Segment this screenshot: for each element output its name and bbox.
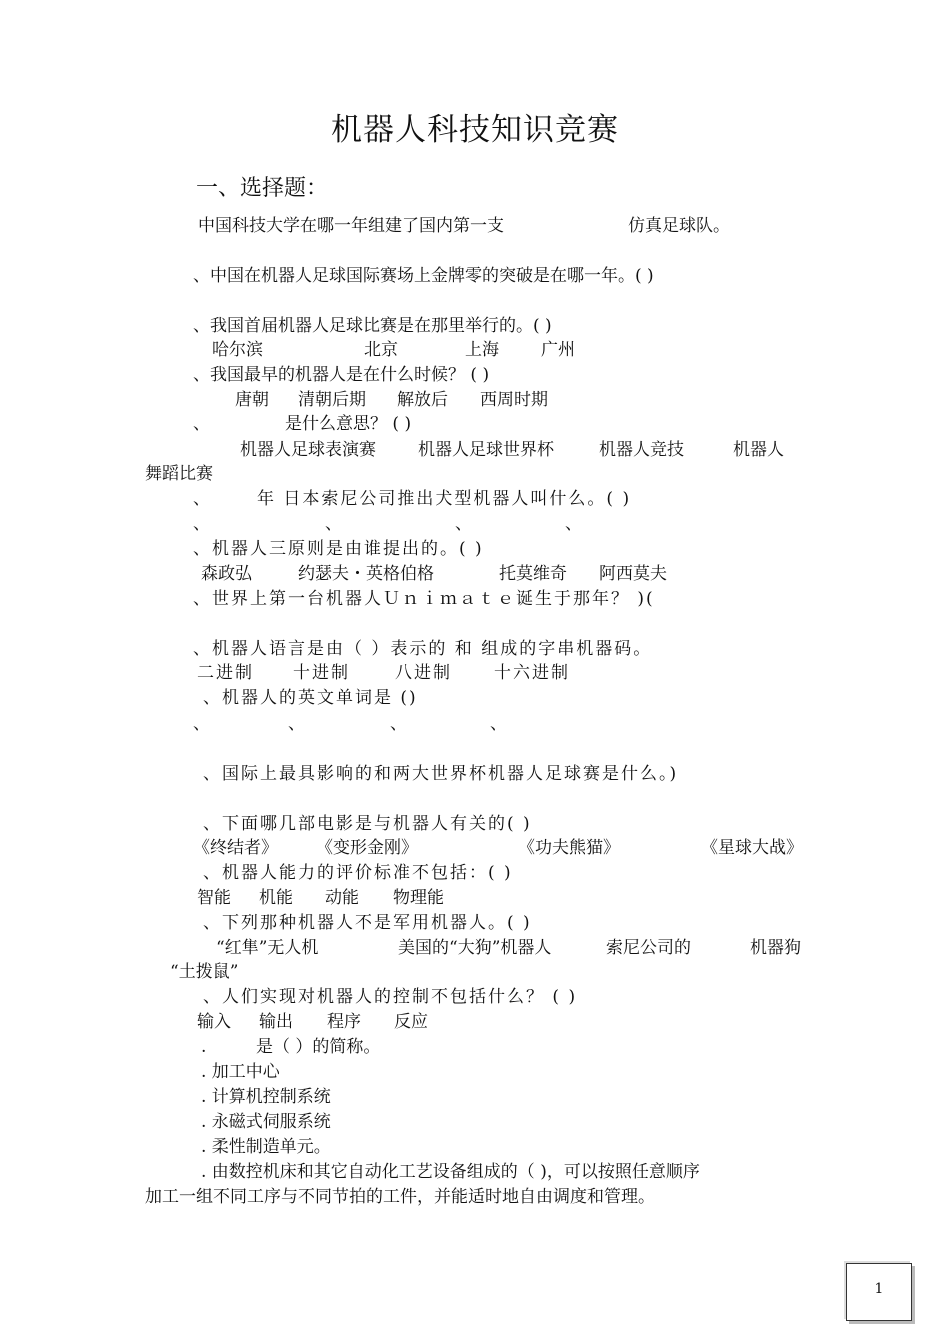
text-line: 年 日本索尼公司推出犬型机器人叫什么。( ) <box>257 489 632 509</box>
text-line: 、下列那种机器人不是军用机器人。( ) <box>203 913 532 933</box>
text-line: . 由数控机床和其它自动化工艺设备组成的（ )，可以按照任意顺序 <box>201 1162 700 1182</box>
text-line: 托莫维奇 <box>499 564 567 584</box>
text-line: 十进制 <box>293 663 350 683</box>
text-line: 、机器人的英文单词是 () <box>203 688 418 708</box>
document-title: 机器人科技知识竞赛 <box>331 112 619 148</box>
text-line: 中国科技大学在哪一年组建了国内第一支 <box>198 216 504 236</box>
text-line: 反应 <box>394 1012 428 1032</box>
text-line: . 永磁式伺服系统 <box>201 1112 331 1132</box>
page-number-box <box>846 1263 912 1321</box>
text-line: 、中国在机器人足球国际赛场上金牌零的突破是在哪一年。( ) <box>193 266 654 286</box>
text-line: 、我国首届机器人足球比赛是在那里举行的。( ) <box>193 316 552 336</box>
text-line: 清朝后期 <box>298 390 366 410</box>
text-line: 、 <box>490 714 507 734</box>
text-line: 、我国最早的机器人是在什么时候？ ( ) <box>193 365 490 385</box>
text-line: 程序 <box>327 1012 361 1032</box>
text-line: 仿真足球队。 <box>628 216 730 236</box>
text-line: 、机器人三原则是由谁提出的。( ) <box>193 539 484 559</box>
text-line: 、 <box>193 489 210 509</box>
text-line: 广州 <box>541 340 575 360</box>
text-line: 、 <box>288 714 305 734</box>
text-line: 、 <box>565 514 582 534</box>
text-line: 智能 <box>197 888 231 908</box>
text-line: 哈尔滨 <box>212 340 263 360</box>
text-line: 加工一组不同工序与不同节拍的工件，并能适时地自由调度和管理。 <box>145 1187 655 1207</box>
text-line: 动能 <box>325 888 359 908</box>
text-line: 机器人足球表演赛 <box>240 440 376 460</box>
text-line: 美国的“大狗”机器人 <box>398 938 552 958</box>
text-line: 物理能 <box>393 888 444 908</box>
text-line: 、人们实现对机器人的控制不包括什么？ ( ) <box>203 987 578 1007</box>
text-line: 舞蹈比赛 <box>145 464 213 484</box>
text-line: 八进制 <box>395 663 452 683</box>
text-line: . <box>201 1037 207 1057</box>
text-line: 机器狗 <box>750 938 801 958</box>
text-line: 索尼公司的 <box>606 938 691 958</box>
text-line: . 计算机控制系统 <box>201 1087 331 1107</box>
text-line: 、 <box>193 414 210 434</box>
text-line: 输出 <box>259 1012 293 1032</box>
text-line: 、机器人语言是由（ ）表示的 和 组成的字串机器码。 <box>193 639 653 659</box>
text-line: 、 <box>390 714 407 734</box>
text-line: 机器人足球世界杯 <box>418 440 554 460</box>
text-line: 、机器人能力的评价标准不包括：( ) <box>203 863 513 883</box>
text-line: 森政弘 <box>201 564 252 584</box>
text-line: 、 <box>193 514 210 534</box>
text-line: . 柔性制造单元。 <box>201 1137 331 1157</box>
text-line: 、 <box>325 514 342 534</box>
text-line: 约瑟夫・英格伯格 <box>298 564 434 584</box>
text-line: 、世界上第一台机器人Ｕｎｉｍａｔｅ诞生于那年？ )( <box>193 589 655 609</box>
text-line: 机器人 <box>733 440 784 460</box>
text-line: 《星球大战》 <box>701 838 803 858</box>
text-line: 十六进制 <box>494 663 570 683</box>
text-line: 《变形金刚》 <box>316 838 418 858</box>
text-line: 输入 <box>197 1012 231 1032</box>
text-line: 、下面哪几部电影是与机器人有关的( ) <box>203 814 532 834</box>
text-line: 二进制 <box>197 663 254 683</box>
text-line: 机器人竞技 <box>599 440 684 460</box>
text-line: 唐朝 <box>235 390 269 410</box>
text-line: . 加工中心 <box>201 1062 280 1082</box>
text-line: 西周时期 <box>480 390 548 410</box>
text-line: 《功夫熊猫》 <box>518 838 620 858</box>
text-line: 是什么意思？ ( ) <box>285 414 412 434</box>
text-line: “土拨鼠” <box>170 962 239 982</box>
page-number: 1 <box>874 1281 884 1297</box>
text-line: 阿西莫夫 <box>599 564 667 584</box>
text-line: 、 <box>193 714 210 734</box>
text-line: 上海 <box>465 340 499 360</box>
text-line: 是（ ）的简称。 <box>256 1037 381 1057</box>
text-line: 、 <box>455 514 472 534</box>
text-line: 、国际上最具影响的和两大世界杯机器人足球赛是什么。) <box>203 764 679 784</box>
text-line: “红隼”无人机 <box>216 938 319 958</box>
text-line: 《终结者》 <box>193 838 278 858</box>
text-line: 解放后 <box>397 390 448 410</box>
section-heading: 一、选择题： <box>196 176 329 201</box>
text-line: 北京 <box>364 340 398 360</box>
text-line: 机能 <box>259 888 293 908</box>
